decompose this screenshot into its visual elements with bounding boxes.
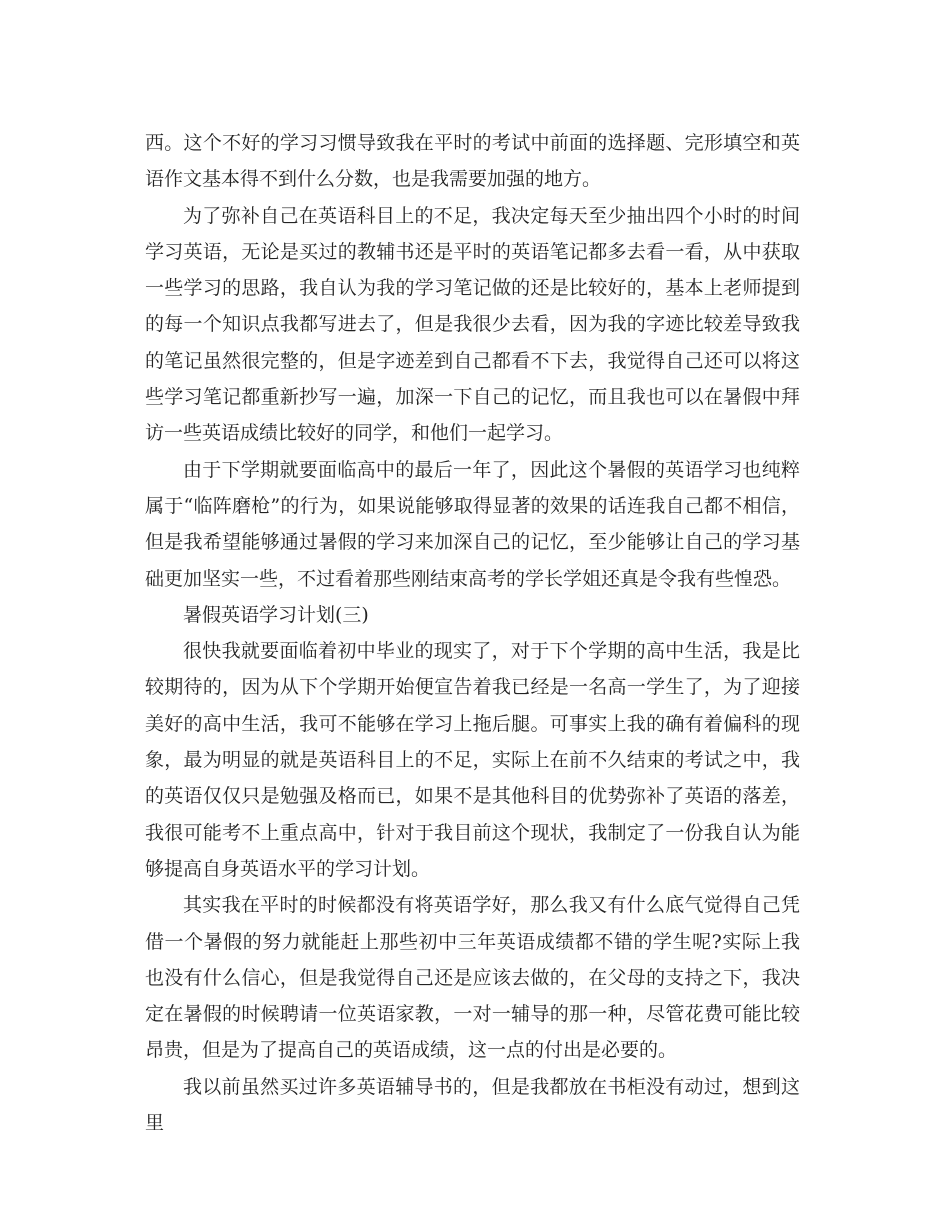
paragraph-tutor: 其实我在平时的时候都没有将英语学好，那么我又有什么底气觉得自己凭借一个暑假的努力就能赶上那些初中三年英语成绩都不错的学生呢?实际上我也没有什么信心，但是我觉得自己还是应该去做的，在父母的支持之下，我决定在暑假的时候聘请一位英语家教，一对一辅导的那一种，尽管花费可能比较昂贵，但是为了提高自己的英语成绩，这一点的付出是必要的。 (145, 894, 800, 1062)
paragraph-books: 我以前虽然买过许多英语辅导书的，但是我都放在书柜没有动过，想到这里 (145, 1075, 800, 1135)
section-heading: 暑假英语学习计划(三) (183, 603, 369, 626)
document-body (145, 125, 800, 1141)
paragraph-final-year: 由于下学期就要面临高中的最后一年了，因此这个暑假的英语学习也纯粹属于“临阵磨枪”的行为，如果说能够取得显著的效果的话连我自己都不相信，但是我希望能够通过暑假的学习来加深自己的记忆，至少能够让自己的学习基础更加坚实一些，不过看着那些刚结束高考的学长学姐还真是令我有些惶恐。 (145, 458, 800, 590)
paragraph-continued: 西。这个不好的学习习惯导致我在平时的考试中前面的选择题、完形填空和英语作文基本得不到什么分数，也是我需要加强的地方。 (145, 132, 800, 191)
paragraph-study-plan: 为了弥补自己在英语科目上的不足，我决定每天至少抽出四个小时的时间学习英语，无论是买过的教辅书还是平时的英语笔记都多去看一看，从中获取一些学习的思路，我自认为我的学习笔记做的还是比较好的，基本上老师提到的每一个知识点我都写进去了，但是我很少去看，因为我的字迹比较差导致我的笔记虽然很完整的，但是字迹差到自己都看不下去，我觉得自己还可以将这些学习笔记都重新抄写一遍，加深一下自己的记忆，而且我也可以在暑假中拜访一些英语成绩比较好的同学，和他们一起学习。 (145, 204, 800, 445)
paragraph-graduation: 很快我就要面临着初中毕业的现实了，对于下个学期的高中生活，我是比较期待的，因为从下个学期开始便宣告着我已经是一名高一学生了，为了迎接美好的高中生活，我可不能够在学习上拖后腿。可事实上我的确有着偏科的现象，最为明显的就是英语科目上的不足，实际上在前不久结束的考试之中，我的英语仅仅只是勉强及格而已，如果不是其他科目的优势弥补了英语的落差，我很可能考不上重点高中，针对于我目前这个现状，我制定了一份我自认为能够提高自身英语水平的学习计划。 (145, 640, 800, 880)
